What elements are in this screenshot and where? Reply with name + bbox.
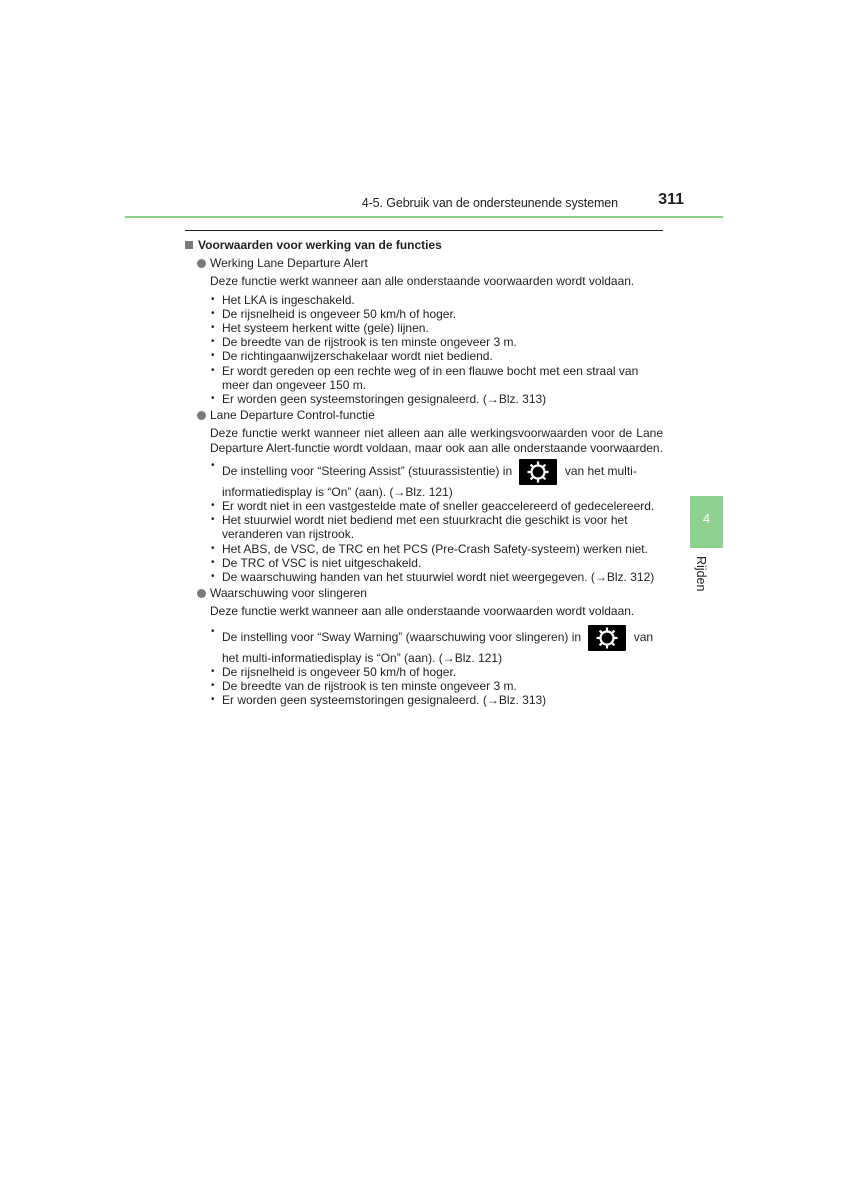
list-item-text: van het multi-informatiedisplay is “On” (aan). (→Blz. 121): [222, 464, 637, 499]
content-divider: [185, 230, 663, 231]
circle-bullet-icon: [197, 411, 206, 420]
ldc-intro: Deze functie werkt wanneer niet alleen aan alle werkingsvoorwaarden voor de Lane Departure Alert-functie wordt voldaan, maar ook aan alle onderstaande voorwaarden.: [210, 426, 663, 455]
subheading-lda: [197, 256, 663, 270]
list-item: • Er worden geen systeemstoringen gesignaleerd. (→Blz. 313): [210, 693, 663, 707]
list-item: • Er wordt gereden op een rechte weg of in een flauwe bocht met een straal van meer dan ongeveer 150 m.: [210, 364, 663, 392]
list-item: • Het systeem herkent witte (gele) lijnen.: [210, 321, 663, 335]
list-item: • Er wordt niet in een vastgestelde mate of sneller geaccelereerd of gedecelereerd.: [210, 499, 663, 513]
sway-intro: Deze functie werkt wanneer aan alle onderstaande voorwaarden wordt voldaan.: [210, 604, 635, 619]
subheading-sway: [197, 586, 663, 600]
subheading-lda-text: Werking Lane Departure Alert: [210, 256, 368, 271]
list-item: • Het stuurwiel wordt niet bediend met een stuurkracht die geschikt is voor het veranderen van rijstrook.: [210, 513, 663, 541]
subheading-sway-text: Waarschuwing voor slingeren: [210, 586, 367, 601]
list-item: • De rijsnelheid is ongeveer 50 km/h of hoger.: [210, 665, 663, 679]
list-item-with-icon: [210, 625, 663, 665]
list-item: • De waarschuwing handen van het stuurwiel wordt niet weergegeven. (→Blz. 312): [210, 570, 663, 584]
list-item: • De breedte van de rijstrook is ten minste ongeveer 3 m.: [210, 679, 663, 693]
chapter-tab-label: Rijden: [694, 556, 708, 592]
list-item: • De richtingaanwijzerschakelaar wordt niet bediend.: [210, 349, 663, 363]
header-divider: [125, 216, 723, 218]
section-heading: [185, 238, 663, 252]
chapter-section-title: 4-5. Gebruik van de ondersteunende systemen: [361, 196, 618, 210]
ldc-conditions-list: [210, 459, 663, 584]
list-item: • De TRC of VSC is niet uitgeschakeld.: [210, 556, 663, 570]
gear-icon: [588, 625, 626, 651]
main-content: [185, 238, 663, 709]
circle-bullet-icon: [197, 589, 206, 598]
circle-bullet-icon: [197, 259, 206, 268]
list-item: • Het LKA is ingeschakeld.: [210, 293, 663, 307]
lda-conditions-list: [210, 293, 663, 407]
chapter-tab[interactable]: 4: [690, 496, 723, 548]
list-item: • De breedte van de rijstrook is ten minste ongeveer 3 m.: [210, 335, 663, 349]
list-item: • Er worden geen systeemstoringen gesignaleerd. (→Blz. 313): [210, 392, 663, 406]
subheading-ldc-text: Lane Departure Control-functie: [210, 408, 375, 423]
list-item-with-icon: [210, 459, 663, 499]
list-item-text: De instelling voor “Steering Assist” (stuurassistentie) in: [222, 464, 513, 479]
gear-icon: [519, 459, 557, 485]
list-item-text: De instelling voor “Sway Warning” (waarschuwing voor slingeren) in: [222, 629, 582, 644]
square-bullet-icon: [185, 241, 193, 249]
page-number: 311: [658, 191, 684, 208]
list-item: • Het ABS, de VSC, de TRC en het PCS (Pre-Crash Safety-systeem) werken niet.: [210, 542, 663, 556]
subheading-ldc: [197, 408, 663, 422]
list-item-text: van het multi-informatiedisplay is “On” (aan). (→Blz. 121): [222, 629, 654, 665]
lda-intro: Deze functie werkt wanneer aan alle onderstaande voorwaarden wordt voldaan.: [210, 274, 635, 289]
section-heading-text: Voorwaarden voor werking van de functies: [198, 238, 442, 252]
list-item: • De rijsnelheid is ongeveer 50 km/h of hoger.: [210, 307, 663, 321]
sway-conditions-list: [210, 625, 663, 708]
